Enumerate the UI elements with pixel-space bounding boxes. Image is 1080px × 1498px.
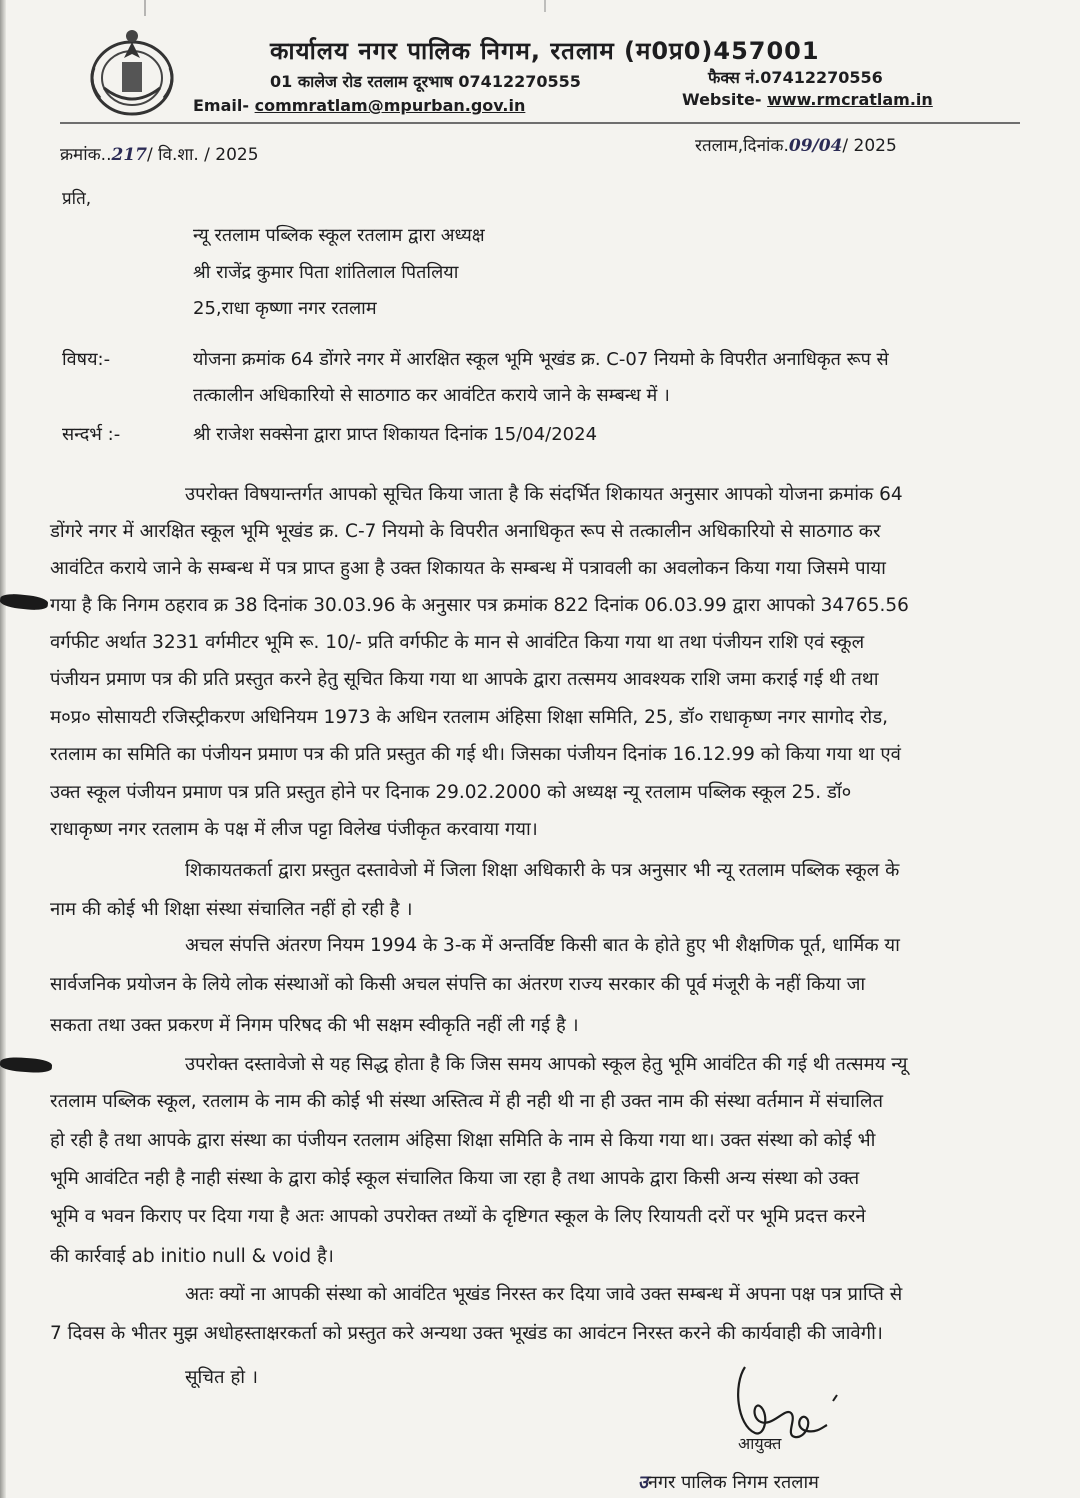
subject-line: योजना क्रमांक 64 डोंगरे नगर में आरक्षित स्कूल भूमि भूखंड क्र. C-07 नियमो के विपरीत अनाधिकृत रूप से: [193, 349, 889, 370]
body-line: गया है कि निगम ठहराव क्र 38 दिनांक 30.03.96 के अनुसार पत्र क्रमांक 822 दिनांक 06.03.99 द्वारा आपको 34765.56: [50, 595, 909, 616]
letter-number: [60, 142, 259, 165]
body-line: की कार्रवाई ab initio null & void है।: [50, 1246, 334, 1267]
website-line: [682, 90, 933, 109]
margin-mark: [0, 593, 49, 612]
body-line: उपरोक्त विषयान्तर्गत आपको सूचित किया जाता है कि संदर्भित शिकायत अनुसार आपको योजना क्रमांक 64: [185, 484, 903, 505]
body-line: भूमि आवंटित नही है नाही संस्था के द्वारा कोई स्कूल संचालित किया जा रहा है तथा आपके द्वारा किसी अन्य संस्था को उक्त: [50, 1168, 860, 1189]
body-line: अचल संपत्ति अंतरण नियम 1994 के 3-क में अन्तर्विष्ट किसी बात के होते हुए भी शैक्षणिक पूर्त, धार्मिक या: [185, 935, 900, 956]
subject-line: तत्कालीन अधिकारियो से साठगाठ कर आवंटित कराये जाने के सम्बन्ध में ।: [193, 385, 670, 406]
body-line: रतलाम पब्लिक स्कूल, रतलाम के नाम की कोई भी संस्था अस्तित्व में ही नही थी ना ही उक्त नाम की संस्था वर्तमान में संचालित: [50, 1091, 884, 1112]
website-link[interactable]: www.rmcratlam.in: [767, 90, 933, 109]
body-line: शिकायतकर्ता द्वारा प्रस्तुत दस्तावेजो में जिला शिक्षा अधिकारी के पत्र अनुसार भी न्यू रतलाम पब्लिक स्कूल के: [185, 860, 900, 881]
body-line: डोंगरे नगर में आरक्षित स्कूल भूमि भूखंड क्र. C-7 नियमो के विपरीत अनाधिकृत रूप से तत्कालीन अधिकारियो से साठगाठ कर: [50, 521, 881, 542]
signatory-organization: [638, 1470, 819, 1494]
email-label: Email-: [193, 96, 250, 115]
scan-edge: [0, 0, 6, 1498]
body-line: अतः क्यों ना आपकी संस्था को आवंटित भूखंड निरस्त कर दिया जावे उक्त सम्बन्ध में अपना पक्ष पत्र प्राप्ति से: [185, 1284, 903, 1305]
letter-date-suffix: / 2025: [842, 136, 897, 156]
salutation-to: प्रति,: [62, 189, 92, 209]
letter-date: [695, 133, 897, 156]
letter-number-prefix: क्रमांक..: [60, 145, 112, 165]
email-address[interactable]: commratlam@mpurban.gov.in: [254, 96, 526, 115]
body-line: वर्गफीट अर्थात 3231 वर्गमीटर भूमि रू. 10/- प्रति वर्गफीट के मान से आवंटित किया गया था तथा पंजीयन राशि एवं स्कूल: [50, 632, 865, 653]
office-title: कार्यालय नगर पालिक निगम, रतलाम (म0प्र0)457001: [270, 37, 820, 65]
margin-mark: [0, 1056, 52, 1074]
recipient-line: 25,राधा कृष्णा नगर रतलाम: [193, 298, 377, 319]
letter-date-handwritten: 09/04: [788, 136, 843, 156]
top-edge-marks: [0, 0, 1080, 20]
fax-number: फैक्स नं.07412270556: [708, 68, 883, 87]
body-line: सार्वजनिक प्रयोजन के लिये लोक संस्थाओं को किसी अचल संपत्ति का अंतरण राज्य सरकार की पूर्व मंजूरी के नहीं किया जा: [50, 974, 866, 995]
letter-number-handwritten: 217: [111, 145, 147, 165]
email-line: [193, 96, 525, 115]
recipient-line: न्यू रतलाम पब्लिक स्कूल रतलाम द्वारा अध्यक्ष: [193, 225, 485, 246]
body-line: राधाकृष्ण नगर रतलाम के पक्ष में लीज पट्टा विलेख पंजीकृत करवाया गया।: [50, 819, 538, 840]
organization-name: नगर पालिक निगम रतलाम: [647, 1472, 819, 1493]
body-line: नाम की कोई भी शिक्षा संस्था संचालित नहीं हो रही है ।: [50, 899, 413, 920]
body-line: पंजीयन प्रमाण पत्र की प्रति प्रस्तुत करने हेतु सूचित किया गया था आपके द्वारा तत्समय आवश्यक राशि जमा कराई गई थी तथा: [50, 669, 879, 690]
body-line: म०प्र० सोसायटी रजिस्ट्रीकरण अधिनियम 1973 के अधिन रतलाम अंहिसा शिक्षा समिति, 25, डॉ० राधाकृष्ण नगर सागोद रोड,: [50, 707, 888, 728]
reference-text: श्री राजेश सक्सेना द्वारा प्राप्त शिकायत दिनांक 15/04/2024: [193, 424, 598, 445]
website-label: Website-: [682, 90, 762, 109]
body-line: उपरोक्त दस्तावेजो से यह सिद्ध होता है कि जिस समय आपको स्कूल हेतु भूमि आवंटित की गई थी तत्समय न्यू: [185, 1054, 908, 1075]
signatory-title: आयुक्त: [738, 1434, 782, 1453]
municipal-emblem-icon: [82, 28, 182, 118]
address-phone: 01 कालेज रोड रतलाम दूरभाष 07412270555: [270, 72, 581, 91]
letter-number-suffix: / वि.शा. / 2025: [147, 145, 259, 165]
reference-label: सन्दर्भ :-: [62, 424, 121, 445]
body-line: 7 दिवस के भीतर मुझ अधोहस्ताक्षरकर्ता को प्रस्तुत करे अन्यथा उक्त भूखंड का आवंटन निरस्त करने की कार्यवाही की जावेगी।: [50, 1323, 883, 1344]
body-line: भूमि व भवन किराए पर दिया गया है अतः आपको उपरोक्त तथ्यों के दृष्टिगत स्कूल के लिए रियायती दरों पर भूमि प्रदत्त करने: [50, 1206, 866, 1227]
body-line: हो रही है तथा आपके द्वारा संस्था का पंजीयन रतलाम अंहिसा शिक्षा समिति के नाम से किया गया था। उक्त संस्था को कोई भी: [50, 1130, 876, 1151]
body-line: सूचित हो ।: [185, 1367, 258, 1388]
header-divider: [60, 122, 1020, 124]
body-line: सकता तथा उक्त प्रकरण में निगम परिषद की भी सक्षम स्वीकृति नहीं ली गई है ।: [50, 1015, 579, 1036]
letter-date-prefix: रतलाम,दिनांक.: [695, 136, 789, 156]
body-line: आवंटित कराये जाने के सम्बन्ध में पत्र प्राप्त हुआ है उक्त शिकायत के सम्बन्ध में पत्रावली का अवलोकन किया गया जिसमे पाया: [50, 558, 886, 579]
body-line: रतलाम का समिति का पंजीयन प्रमाण पत्र की प्रति प्रस्तुत की गई थी। जिसका पंजीयन दिनांक 16.12.99 को किया गया था एवं: [50, 744, 901, 765]
recipient-line: श्री राजेंद्र कुमार पिता शांतिलाल पितलिया: [193, 262, 459, 283]
subject-label: विषय:-: [62, 349, 111, 370]
body-line: उक्त स्कूल पंजीयन प्रमाण पत्र प्रति प्रस्तुत होने पर दिनाक 29.02.2000 को अध्यक्ष न्यू रतलाम पब्लिक स्कूल 25. डॉ०: [50, 782, 852, 803]
org-prefix-mark: उ: [638, 1472, 648, 1493]
